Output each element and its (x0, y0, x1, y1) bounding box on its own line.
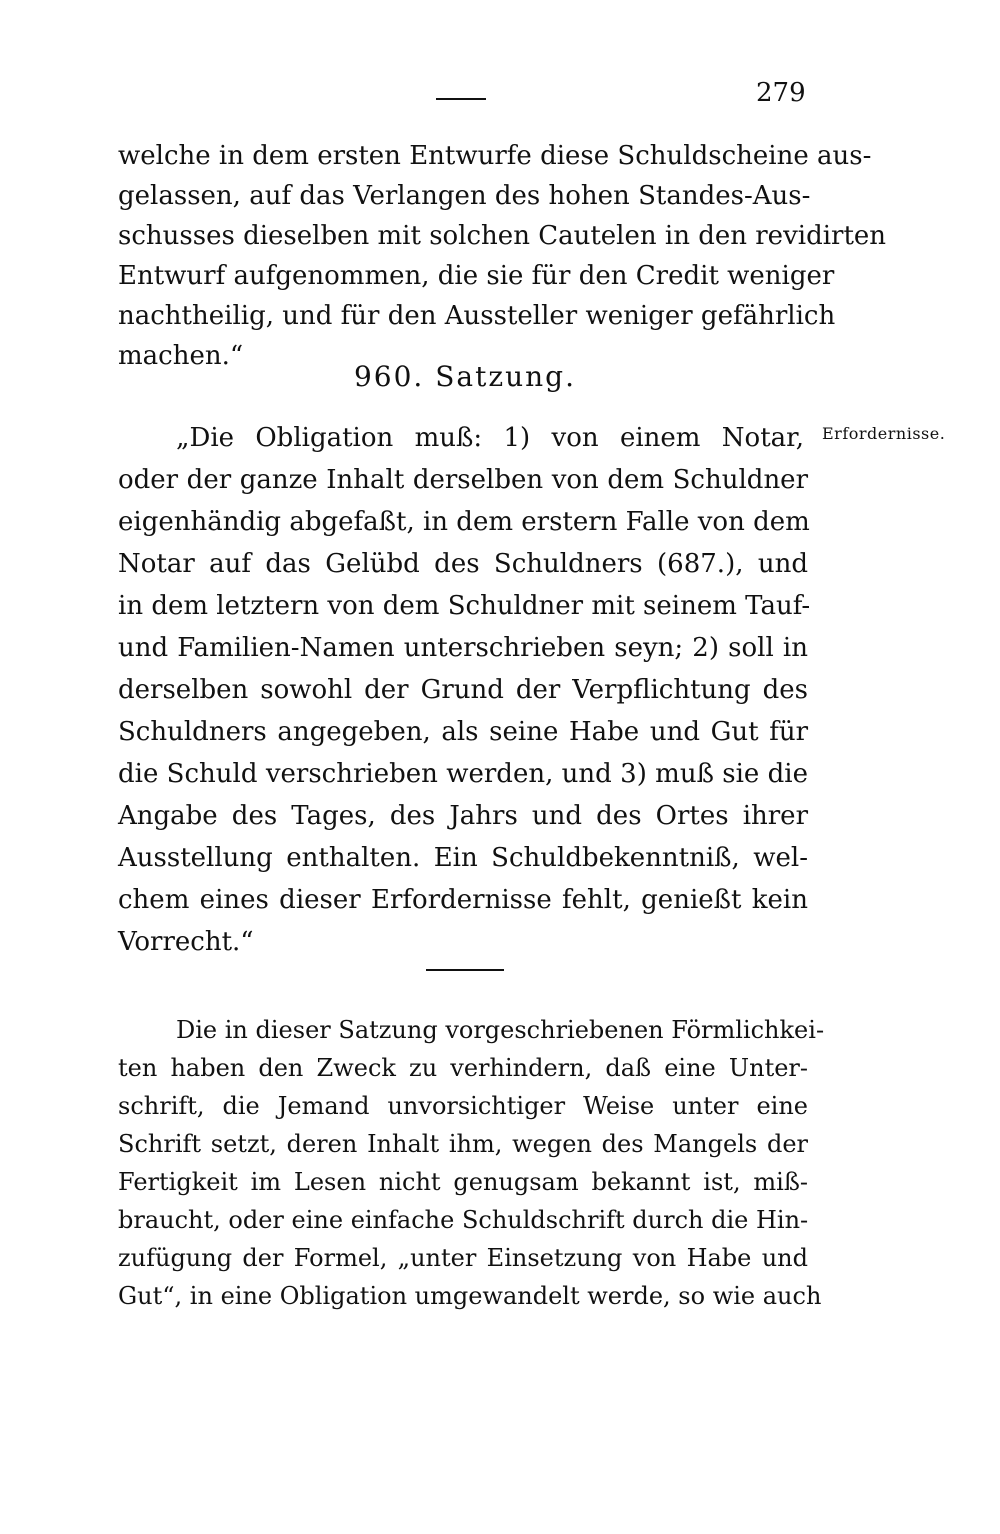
text-line: Gut“, in eine Obligation umgewandelt werde, so wie auch (118, 1282, 822, 1310)
text-line: schrift, die Jemand unvorsichtiger Weise unter eine (118, 1092, 808, 1120)
text-line: zufügung der Formel, „unter Einsetzung von Habe und (118, 1244, 808, 1272)
text-line: Vorrecht.“ (118, 927, 254, 957)
text-line: oder der ganze Inhalt derselben von dem Schuldner (118, 465, 808, 495)
text-line: und Familien-Namen unterschrieben seyn; 2) soll in (118, 633, 808, 663)
text-line: Schuldners angegeben, als seine Habe und Gut für (118, 717, 808, 747)
text-line: schusses dieselben mit solchen Cautelen in den revidirten (118, 221, 887, 251)
text-line: chem eines dieser Erfordernisse fehlt, genießt kein (118, 885, 808, 915)
page-number: 279 (756, 78, 806, 108)
text-line: derselben sowohl der Grund der Verpflichtung des (118, 675, 808, 705)
text-line: „Die Obligation muß: 1) von einem Notar, (176, 423, 804, 453)
text-line: Ausstellung enthalten. Ein Schuldbekenntniß, wel- (118, 843, 808, 873)
marginal-note: Erfordernisse. (822, 424, 946, 443)
header-rule (436, 98, 486, 100)
text-line: Die in dieser Satzung vorgeschriebenen Förmlichkei- (176, 1016, 825, 1044)
text-line: eigenhändig abgefaßt, in dem erstern Falle von dem (118, 507, 810, 537)
text-line: Angabe des Tages, des Jahrs und des Ortes ihrer (118, 801, 808, 831)
text-line: in dem letztern von dem Schuldner mit seinem Tauf- (118, 591, 811, 621)
section-heading: 960. Satzung. (353, 360, 576, 393)
text-line: gelassen, auf das Verlangen des hohen Standes-Aus- (118, 181, 811, 211)
text-line: die Schuld verschrieben werden, und 3) muß sie die (118, 759, 808, 789)
section-divider (426, 969, 504, 971)
text-line: Schrift setzt, deren Inhalt ihm, wegen des Mangels der (118, 1130, 808, 1158)
text-line: Entwurf aufgenommen, die sie für den Credit weniger (118, 261, 835, 291)
text-line: nachtheilig, und für den Aussteller weniger gefährlich (118, 301, 836, 331)
text-line: ten haben den Zweck zu verhindern, daß eine Unter- (118, 1054, 808, 1082)
text-line: welche in dem ersten Entwurfe diese Schuldscheine aus- (118, 141, 872, 171)
text-line: Fertigkeit im Lesen nicht genugsam bekannt ist, miß- (118, 1168, 808, 1196)
text-line: braucht, oder eine einfache Schuldschrift durch die Hin- (118, 1206, 809, 1234)
text-line: machen.“ (118, 341, 244, 371)
text-line: Notar auf das Gelübd des Schuldners (687.), und (118, 549, 808, 579)
